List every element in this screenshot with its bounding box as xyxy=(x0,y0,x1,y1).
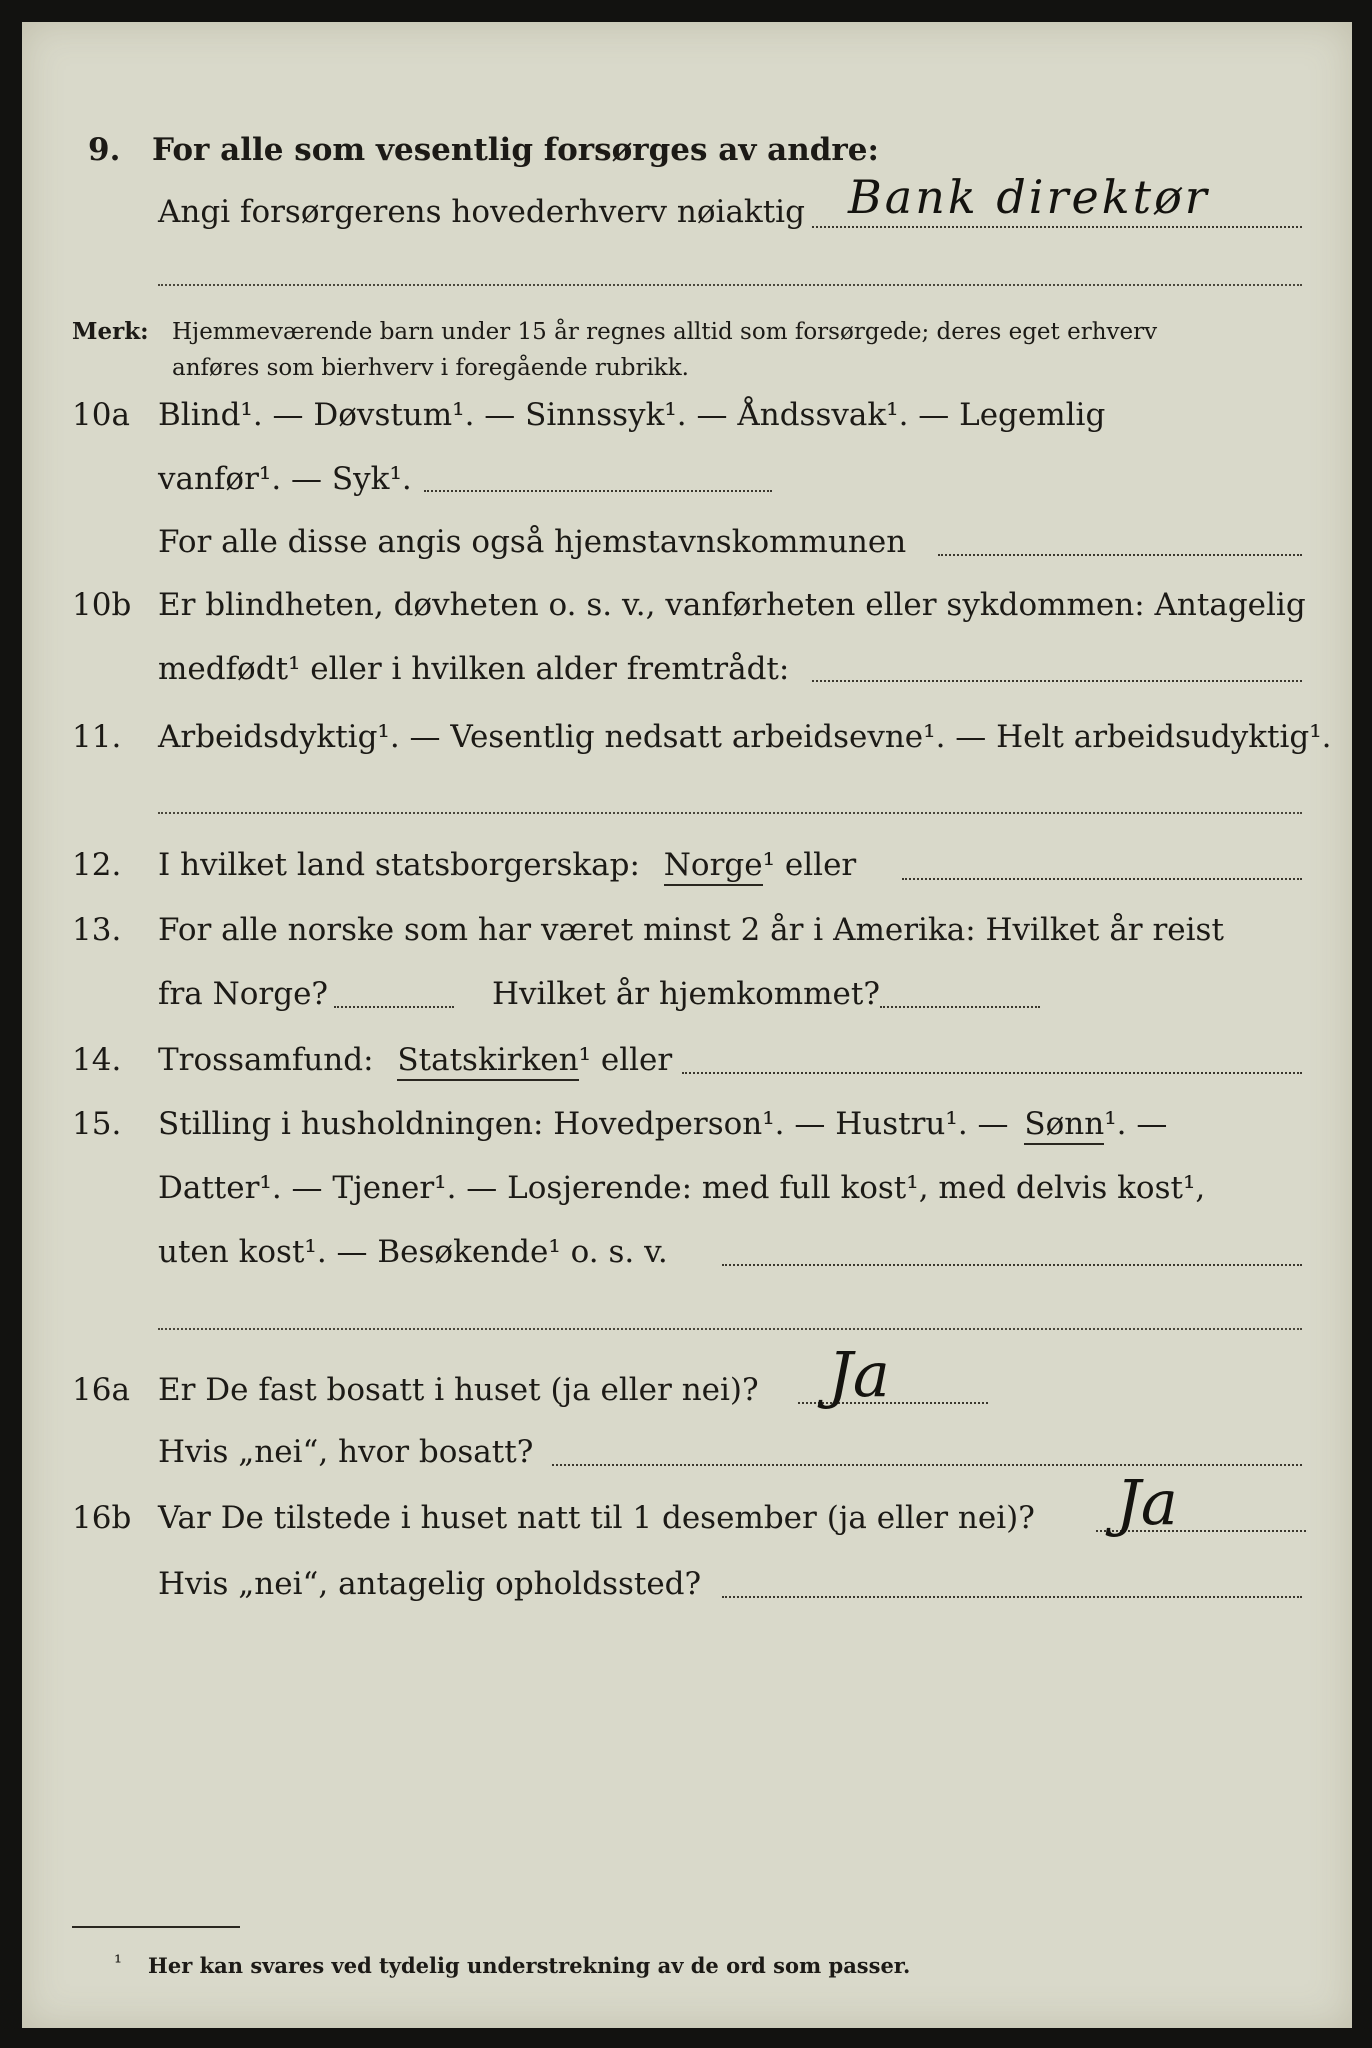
q13-number: 13. xyxy=(72,912,122,948)
q15-answer-line[interactable] xyxy=(722,1264,1302,1266)
merk-line-1: Hjemmeværende barn under 15 år regnes alltid som forsørgede; deres eget erhverv xyxy=(172,319,1158,345)
q14-eller: ¹ eller xyxy=(578,1042,673,1078)
q10a-line-2: vanfør¹. — Syk¹. xyxy=(158,461,412,497)
q9-extra-line xyxy=(158,284,1302,286)
q16b-number: 16b xyxy=(72,1500,132,1536)
q10a-line-3: For alle disse angis også hjemstavnskommunen xyxy=(158,524,907,560)
merk-label: Merk: xyxy=(72,318,149,345)
q16b-followup: Hvis „nei“, antagelig opholdssted? xyxy=(158,1566,702,1602)
q15-line-1a: Stilling i husholdningen: Hovedperson¹. — Hustru¹. — xyxy=(158,1106,1009,1142)
q12-eller: ¹ eller xyxy=(762,847,857,883)
q14-answer-line[interactable] xyxy=(682,1072,1302,1074)
q12-line xyxy=(158,845,856,885)
q15-sonn-underlined[interactable]: Sønn xyxy=(1024,1106,1104,1145)
q10a-number: 10a xyxy=(72,397,130,433)
q15-number: 15. xyxy=(72,1106,122,1142)
q16a-handwritten-answer: Ja xyxy=(828,1338,890,1411)
q10b-line-2: medfødt¹ eller i hvilken alder fremtrådt: xyxy=(158,651,790,687)
q11-extra-line xyxy=(158,812,1302,814)
q14-statskirken-underlined[interactable]: Statskirken xyxy=(397,1042,578,1081)
q10a-answer-line[interactable] xyxy=(424,490,772,492)
q11-number: 11. xyxy=(72,719,122,755)
q14-number: 14. xyxy=(72,1042,122,1078)
q10b-number: 10b xyxy=(72,587,132,623)
q14-line xyxy=(158,1040,672,1080)
q10b-line-1: Er blindheten, døvheten o. s. v., vanførheten eller sykdommen: Antagelig xyxy=(158,587,1306,623)
q13-line-1: For alle norske som har været minst 2 år i Amerika: Hvilket år reist xyxy=(158,912,1224,948)
q12-label: I hvilket land statsborgerskap: xyxy=(158,847,640,883)
q9-handwritten-answer: Bank direktør xyxy=(848,170,1210,224)
q10a-kommune-line[interactable] xyxy=(938,554,1302,556)
q11-line-1: Arbeidsdyktig¹. — Vesentlig nedsatt arbeidsevne¹. — Helt arbeidsudyktig¹. xyxy=(158,719,1332,755)
footnote-text: Her kan svares ved tydelig understrekning av de ord som passer. xyxy=(148,1953,911,1978)
q15-line-1 xyxy=(158,1104,1167,1144)
q15-line-1b: ¹. — xyxy=(1104,1106,1168,1142)
q16a-bosatt-line[interactable] xyxy=(552,1464,1302,1466)
q9-title: For alle som vesentlig forsørges av andre: xyxy=(152,132,879,168)
q16b-question: Var De tilstede i huset natt til 1 desember (ja eller nei)? xyxy=(158,1500,1035,1536)
q16b-opholdssted-line[interactable] xyxy=(722,1596,1302,1598)
q16a-question: Er De fast bosatt i huset (ja eller nei)? xyxy=(158,1372,759,1408)
q13-question-a: fra Norge? xyxy=(158,976,329,1012)
q9-answer-line[interactable] xyxy=(812,226,1302,228)
q10b-answer-line[interactable] xyxy=(812,680,1302,682)
q13-reist-line[interactable] xyxy=(334,1006,454,1008)
q15-extra-line xyxy=(158,1328,1302,1330)
q10a-line-1: Blind¹. — Døvstum¹. — Sinnssyk¹. — Åndssvak¹. — Legemlig xyxy=(158,397,1106,433)
q12-norge-underlined[interactable]: Norge xyxy=(664,847,763,886)
merk-line-2: anføres som bierhverv i foregående rubrikk. xyxy=(172,355,689,381)
footnote-rule xyxy=(72,1926,240,1928)
q16a-answer-line[interactable] xyxy=(798,1402,988,1404)
q16b-handwritten-answer: Ja xyxy=(1116,1466,1178,1539)
census-form-page xyxy=(22,22,1352,2028)
q13-question-b: Hvilket år hjemkommet? xyxy=(492,976,880,1012)
q16a-number: 16a xyxy=(72,1372,130,1408)
q12-number: 12. xyxy=(72,847,122,883)
q9-number: 9. xyxy=(88,132,121,168)
q9-label: Angi forsørgerens hovederhverv nøiaktig xyxy=(158,194,805,230)
q14-label: Trossamfund: xyxy=(158,1042,374,1078)
q15-line-3: uten kost¹. — Besøkende¹ o. s. v. xyxy=(158,1234,668,1270)
q16a-followup: Hvis „nei“, hvor bosatt? xyxy=(158,1434,534,1470)
q12-answer-line[interactable] xyxy=(902,878,1302,880)
q13-hjemkommet-line[interactable] xyxy=(880,1006,1040,1008)
q15-line-2: Datter¹. — Tjener¹. — Losjerende: med full kost¹, med delvis kost¹, xyxy=(158,1170,1206,1206)
footnote-mark: ¹ xyxy=(114,1950,123,1974)
